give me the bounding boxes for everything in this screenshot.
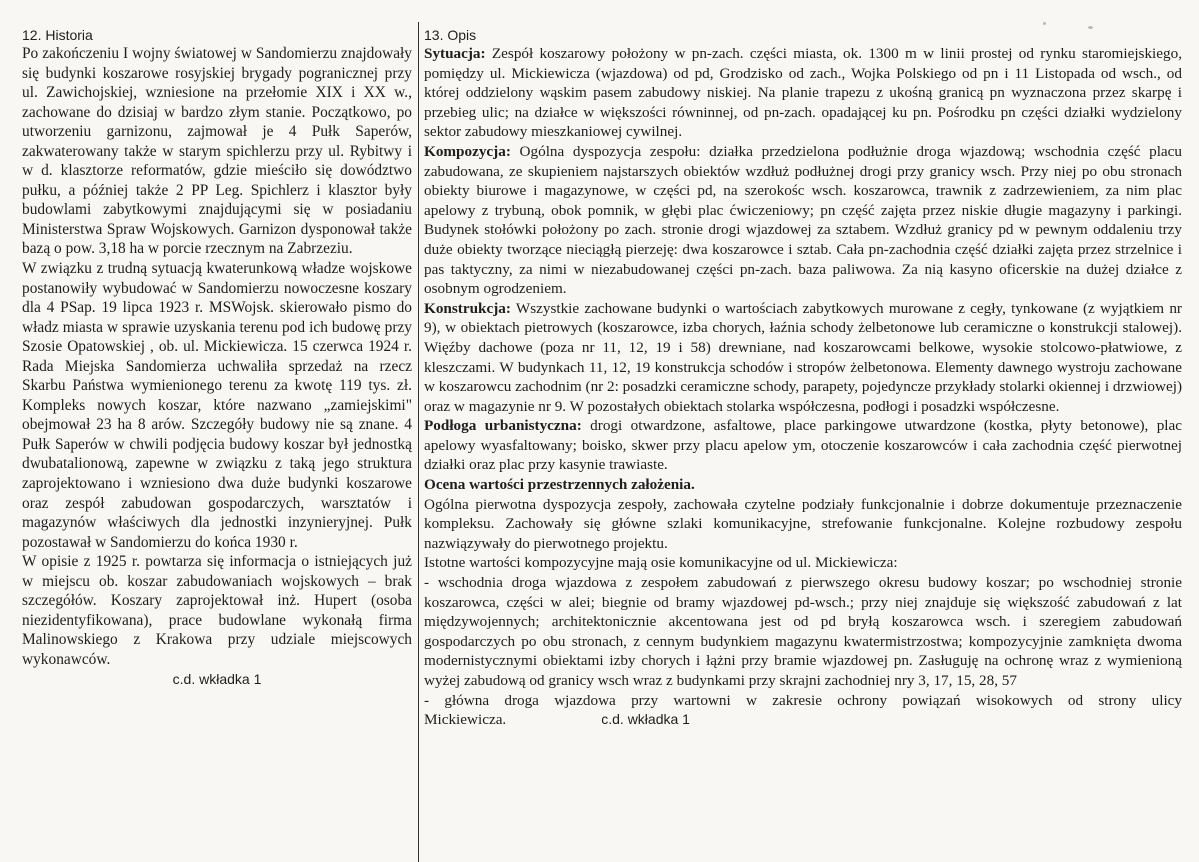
section-text: drogi otwardzone, asfaltowe, place parkingowe utwardzone (kostka, płyty betonowe), plac apelowy wyasfaltowany; boisko, skwer przy placu apelow ym, otoczenie koszarowców i cała zachodnia część pierwotnej działki oraz plac przy kasynie trawiaste. — [424, 417, 1182, 474]
section-text: Zespół koszarowy położony w pn-zach. części miasta, ok. 1300 m w linii prostej od rynku staromiejskiego, pomiędzy ul. Mickiewicza (wjazdowa) od pd, Grodzisko od zach., Wojka Polskiego od pn i 11 Listopada od wsch., od której oddzielony wąskim pasem zabudowy niskiej. Na planie trapezu z ukośną granicą pn wyznaczona przez skarpę i przebieg ulic; na działce w większości równinnej, od pn-zach. opadającej ku pn. Pośrodku pn części działki wydzielony sektor zabudowy mieszkaniowej cywilnej. — [424, 45, 1182, 141]
urban-surface-section — [424, 416, 1182, 475]
value-paragraph: Ogólna pierwotna dyspozycja zespoły, zachowała czytelne podziały funkcjonalnie i dobrze dokumentuje przeznaczenie kompleksu. Zachowały się główne szlaki komunikacyjne, strefowanie funkcjonalne. Kolejne rozbudowy zespołu nazwiązywały do pierwotnego projektu. — [424, 495, 1182, 552]
column-divider — [418, 22, 419, 862]
description-column — [424, 26, 1182, 730]
section-text: Wszystkie zachowane budynki o wartościach zabytkowych murowane z cegły, tynkowane (z wyjątkiem nr 9), w obiektach pietrowych (koszarowce, izba chorych, łaźnia schody żelbetonowe lub ceramiczne o konstrukcji stalowej). Więźby dachowe (poza nr 11, 12, 19 i 58) drewniane, nad koszarowcami belkowe, wysokie stolcowo-płatwiowe, z kleszczami. W budynkach 11, 12, 19 konstrukcja schodów i stropów żelbetonowa. Elementy dawnego wystroju zachowane w koszarowcu zachodnim (nr 2: posadzki ceramiczne schody, parapety, pojedyncze przykłady stolarki okiennej i drzwiowej) oraz w magazynie nr 9. W pozostałych obiektach stolarka współczesna, podłogi i posadzki współczesne. — [424, 299, 1182, 415]
history-paragraph: W związku z trudną sytuacją kwaterunkową władze wojskowe postanowiły wybudować w Sandomierzu nowoczesne koszary dla 4 PSap. 19 lipca 1923 r. MSWojsk. skierowało pismo do władz miasta w sprawie uzyskania terenu pod ich budowę przy Szosie Opatowskiej , ob. ul. Mickiewicza. 15 czerwca 1924 r. Rada Miejska Sandomierza uchwaliła sprzedaż na rzecz Skarbu Państwa wymienionego terenu za kwotę 119 tys. zł. Kompleks nowych koszar, które nazwano „zamiejskimi" obejmował 23 ha 8 arów. Szczegóły budowy nie są znane. 4 Pułk Saperów w chwili podjęcia budowy koszar był jednostką dwubatalionową, zapewne w związku z taką jego struktura zaprojektowano i wzniesiono dwa duże budynki koszarowe oraz zespół zabudowan gospodarczych, warsztatów i magazynów właściwych dla jednostki inzynieryjnej. Pułk pozostawał w Sandomierzu do końca 1930 r. — [22, 260, 412, 551]
construction-section — [424, 299, 1182, 417]
section-label: Konstrukcja: — [424, 299, 511, 317]
value-paragraph-last — [424, 691, 1182, 730]
section-label: Sytuacja: — [424, 45, 486, 62]
composition-section — [424, 142, 1182, 299]
history-continuation-note: c.d. wkładka 1 — [172, 670, 262, 687]
description-heading: 13. Opis — [424, 27, 477, 43]
history-heading: 12. Historia — [22, 27, 93, 43]
value-paragraph: - wschodnia droga wjazdowa z zespołem zabudowań z pierwszego okresu budowy koszar; po wschodniej stronie koszarowca, części w alei; biegnie od bramy wjazdowej pd-wsch.; przy niej znajduje się większość zabudowań z lat międzywojennych; architektonicznie akcentowana jest od pd bryłą koszarowca wsch. i szeregiem zabudowań gospodarczych po obu stronach, z cennym budynkiem magazynu kwatermistrzostwa; kompozycyjnie zamknięta dwoma modernistycznymi obiektami izby chorych i łążni przy bramie wjazdowej pn. Zasługuję na ochronę wraz z wymienioną wyżej zabudową od granicy wsch wraz z budynkami przy skrajni zachodniej nry 3, 17, 15, 28, 57 — [424, 574, 1182, 689]
scan-speck — [1043, 22, 1046, 25]
history-paragraph: Po zakończeniu I wojny światowej w Sandomierzu znajdowały się budynki koszarowe rosyjskiej brygady pogranicznej przy ul. Zawichojskiej, wzniesione na przełomie XIX i XX w., zachowane do dzisiaj w bardzo złym stanie. Początkowo, po utworzeniu garnizonu, zajmował je 4 Pułk Saperów, zakwaterowany także w starym spichlerzu przy ul. Rybitwy i w d. klasztorze reformatów, gdzie mieściło się dowództwo pułku, a później także 2 PP Leg. Spichlerz i klasztor były budowlami zabytkowymi znajdującymi się w posiadaniu Ministerstwa Spraw Wojskowych. Garnizon dysponował także bazą o pow. 3,18 ha w porcie rzecznym na Zabrzeziu. — [22, 45, 412, 258]
situation-section — [424, 44, 1182, 142]
value-paragraph: Istotne wartości kompozycyjne mają osie komunikacyjne od ul. Mickiewicza: — [424, 554, 898, 572]
history-column — [22, 26, 412, 688]
description-continuation-note: c.d. wkładka 1 — [601, 711, 690, 728]
last-paragraph-text: - główna droga wjazdowa przy wartowni w zakresie ochrony powiązań wisokowych od strony ulicy Mickiewicza. — [424, 691, 1182, 729]
section-label: Kompozycja: — [424, 142, 511, 160]
value-assessment-heading: Ocena wartości przestrzennych założenia. — [424, 476, 695, 494]
section-label: Podłoga urbanistyczna: — [424, 417, 582, 435]
history-paragraph: W opisie z 1925 r. powtarza się informacja o istniejących już w miejscu ob. koszar zabudowaniach wojskowych – brak szczegółów. Koszary zaprojektował inż. Hupert (osoba niezidentyfikowana), prace budowlane wykonałą firma Malinowskiego z Krakowa przy udziale miejscowych wykonawców. — [22, 553, 412, 668]
section-text: Ogólna dyspozycja zespołu: działka przedzielona podłużnie droga wjazdową; wschodnia część placu zabudowana, ze skupieniem najstarszych obiektów wzdłuż podłużnej drogi przy granicy wsch. Przy niej po obu stronach obiekty biurowe i magazynowe, w części pd, na szerokośc wsch. koszarowca, trawnik z zadrzewieniem, za nim plac apelowy z trybuną, obok pomnik, w głębi plac ćwiczeniowy; pn część zajęta przez niskie długie magazyny i parkingi. Budynek stołówki położony po zach. stronie drogi wjazdowej za sztabem. Wzdłuż granicy pd w pewnym oddaleniu trzy duże obiekty tworzące nieciągłą pierzeję: dwa koszarowce i sztab. Cała pn-zachodnia część działki zajęta przez strzelnice i pas taktyczny, za nimi w niezabudowanej części pn-zach. baza paliwowa. Za nią kasyno oficerskie na dużej działce z osobnym ogrodzeniem. — [424, 142, 1182, 298]
